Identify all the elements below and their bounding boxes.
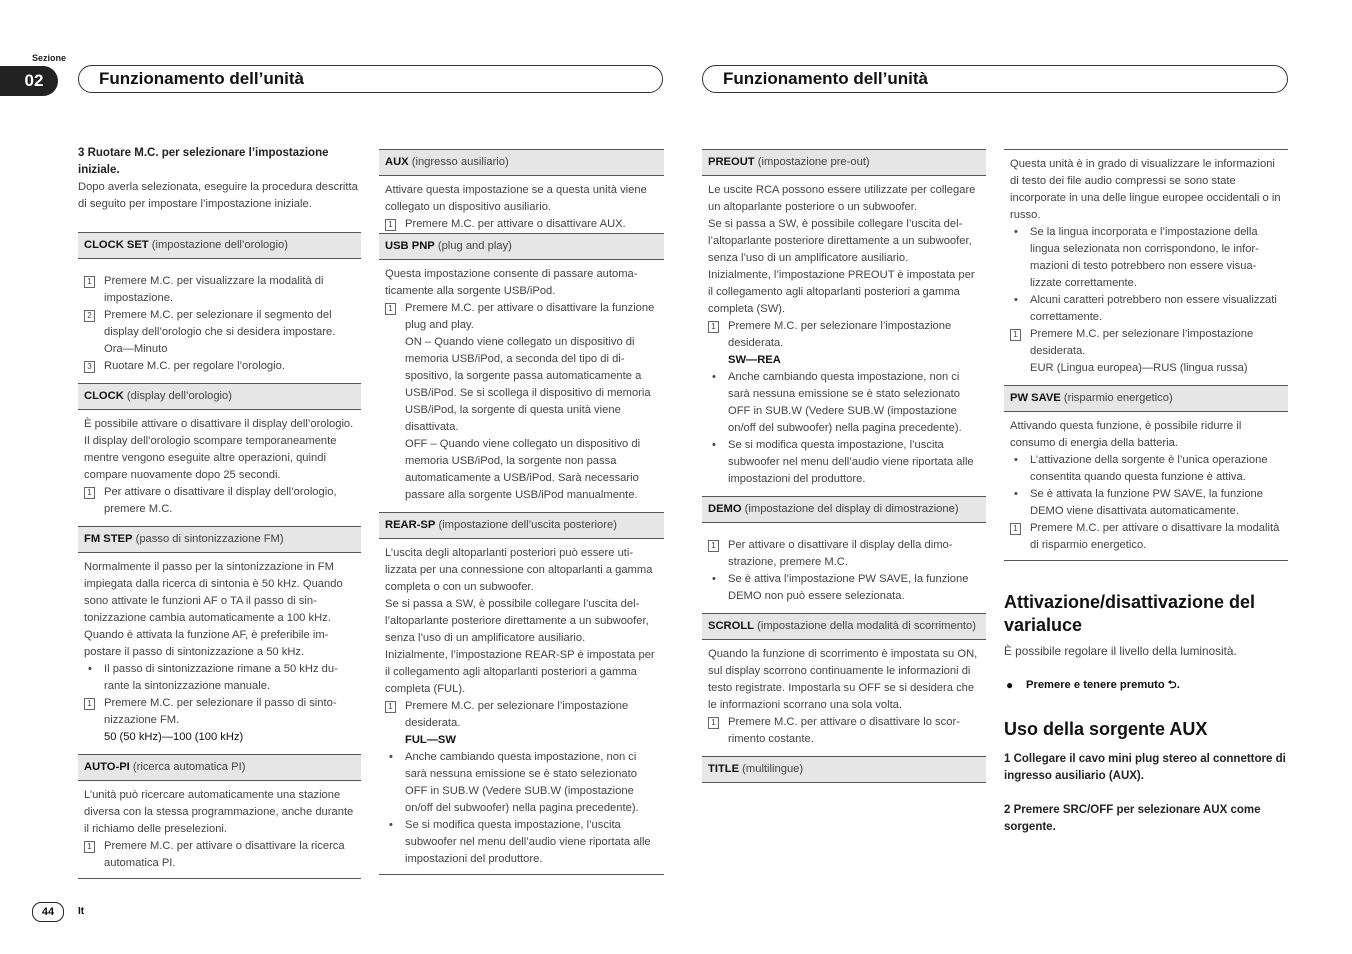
- bullet-item: • Se si modifica questa impostazione, l’uscita subwoofer nel menu dell’audio viene riportata alle impostazioni del produttore.: [385, 817, 658, 868]
- section-demo: DEMO (impostazione del display di dimostrazione): [702, 496, 986, 523]
- page-number: 44: [32, 902, 64, 922]
- option-off: OFF – Quando viene collegato un dispositivo di memoria USB/iPod, la sorgente non passa automaticamente a USB/iPod. Sarà necessario passare alla sorgente USB/iPod manualmente.: [405, 438, 641, 501]
- section-number: 02: [24, 71, 44, 90]
- list-item: 1 Premere M.C. per selezionare l’impostazione desiderata.: [708, 318, 980, 352]
- paragraph: Attivando questa funzione, è possibile ridurre il consumo di energia della batteria.: [1010, 420, 1242, 449]
- list-item: 1 Premere M.C. per attivare o disattivare la modalità di risparmio energetico.: [1010, 520, 1282, 554]
- language-code: It: [78, 906, 85, 917]
- bullet-item: • Se si modifica questa impostazione, l’uscita subwoofer nel menu dell’audio viene riportata alle impostazioni del produttore.: [708, 437, 980, 488]
- section-fm-step: FM STEP (passo di sintonizzazione FM): [78, 526, 361, 553]
- section-auto-pi: AUTO-PI (ricerca automatica PI): [78, 754, 361, 781]
- option-values: 50 (50 kHz)—100 (100 kHz): [104, 731, 244, 743]
- paragraph: Quando la funzione di scorrimento è impostata su ON, sul display scorrono continuamente le informazioni di testo registrate. Impostarla su OFF se si desidera che le informazioni scorrano una sola volta.: [708, 648, 978, 711]
- paragraph: Le uscite RCA possono essere utilizzate per collegare un altoparlante posteriore o un subwoofer.: [708, 184, 976, 213]
- paragraph: È possibile attivare o disattivare il display dell’orologio.: [84, 418, 354, 430]
- list-item: 1 Premere M.C. per attivare o disattivare la funzione plug and play.: [385, 300, 658, 334]
- list-item: 1 Premere M.C. per attivare o disattivare AUX.: [385, 216, 658, 233]
- paragraph: Questa unità è in grado di visualizzare le informazioni di testo dei file audio compressi se sono state incorporate in una delle lingue europee occidentali o in russo.: [1010, 158, 1281, 221]
- column-3: [702, 145, 986, 783]
- bullet-item: • Il passo di sintonizzazione rimane a 50 kHz durante la sintonizzazione manuale.: [84, 661, 355, 695]
- divider: [1004, 560, 1288, 561]
- list-item: 1 Premere M.C. per selezionare l’impostazione desiderata.: [385, 698, 658, 732]
- paragraph: L’uscita degli altoparlanti posteriori può essere utilizzata per una connessione con altoparlanti a gamma completa o con un subwoofer.: [385, 547, 653, 593]
- header-title-right: Funzionamento dell’unità: [702, 65, 1288, 93]
- paragraph: Il display dell’orologio scompare temporaneamente mentre vengono eseguite altre operazioni, quindi compare nuovamente dopo 25 secondi.: [84, 435, 337, 481]
- bullet-item: • Alcuni caratteri potrebbero non essere visualizzati correttamente.: [1010, 292, 1282, 326]
- list-item: 3 Ruotare M.C. per regolare l’orologio.: [84, 358, 355, 375]
- step-2: 2 Premere SRC/OFF per selezionare AUX come sorgente.: [1004, 804, 1261, 833]
- divider: [78, 878, 361, 879]
- option-values: SW—REA: [728, 354, 781, 366]
- section-aux: AUX (ingresso ausiliario): [379, 149, 664, 176]
- list-item: 1 Premere M.C. per selezionare il passo di sintonizzazione FM.: [84, 695, 355, 729]
- paragraph: Inizialmente, l’impostazione PREOUT è impostata per il collegamento agli altoparlanti posteriori a gamma completa (SW).: [708, 269, 975, 315]
- list-item: 2 Premere M.C. per selezionare il segmento del display dell’orologio che si desidera impostare.: [84, 307, 355, 341]
- section-preout: PREOUT (impostazione pre-out): [702, 149, 986, 176]
- paragraph: Se si passa a SW, è possibile collegare l’uscita dell’altoparlante posteriore direttamente a un subwoofer, senza l’uso di un amplificatore ausiliario.: [385, 598, 649, 644]
- bullet-item: • L’attivazione della sorgente è l’unica operazione consentita quando questa funzione è attiva.: [1010, 452, 1282, 486]
- section-label: Sezione: [32, 53, 67, 63]
- step-1: 1 Collegare il cavo mini plug stereo al connettore di ingresso ausiliario (AUX).: [1004, 753, 1286, 782]
- column-1: [78, 145, 361, 879]
- heading-aux-source: Uso della sorgente AUX: [1004, 719, 1208, 739]
- section-number-tab: [0, 66, 58, 96]
- step-3-body: Dopo averla selezionata, eseguire la procedura descritta di seguito per impostare l’impostazione iniziale.: [78, 181, 358, 210]
- list-item: 1 Premere M.C. per attivare o disattivare lo scorrimento costante.: [708, 714, 980, 748]
- bullet-dot-icon: ●: [1006, 678, 1014, 692]
- bullet-item: • Se la lingua incorporata e l’impostazione della lingua selezionata non corrispondono, le informazioni di testo potrebbero non essere visualizzate correttamente.: [1010, 224, 1282, 292]
- bullet-item: • Anche cambiando questa impostazione, non ci sarà nessuna emissione se è stato selezionato OFF in SUB.W (Vedere SUB.W (impostazione on/off del subwoofer) nella pagina precedente).: [385, 749, 658, 817]
- section-usb-pnp: USB PNP (plug and play): [379, 233, 664, 260]
- section-scroll: SCROLL (impostazione della modalità di scorrimento): [702, 613, 986, 640]
- list-item: 1 Per attivare o disattivare il display della dimostrazione, premere M.C.: [708, 537, 980, 571]
- section-pw-save: PW SAVE (risparmio energetico): [1004, 385, 1288, 412]
- option-values: Ora—Minuto: [104, 343, 168, 355]
- option-values: FUL—SW: [405, 734, 456, 746]
- section-clock-set: CLOCK SET (impostazione dell’orologio): [78, 232, 361, 259]
- list-item: 1 Premere M.C. per attivare o disattivare la ricerca automatica PI.: [84, 838, 355, 872]
- paragraph: Questa impostazione consente di passare automaticamente alla sorgente USB/iPod.: [385, 268, 638, 297]
- bullet-item: • Anche cambiando questa impostazione, non ci sarà nessuna emissione se è stato selezionato OFF in SUB.W (Vedere SUB.W (impostazione on/off del subwoofer) nella pagina precedente).: [708, 369, 980, 437]
- paragraph: Se si passa a SW, è possibile collegare l’uscita dell’altoparlante posteriore direttamente a un subwoofer, senza l’uso di un amplificatore ausiliario.: [708, 218, 972, 264]
- option-values: EUR (Lingua europea)—RUS (lingua russa): [1030, 362, 1248, 374]
- section-clock: CLOCK (display dell’orologio): [78, 383, 361, 410]
- header-title-left: Funzionamento dell’unità: [78, 65, 663, 93]
- paragraph: L’unità può ricercare automaticamente una stazione diversa con la stessa programmazione, anche durante il richiamo delle preselezioni.: [84, 789, 354, 835]
- column-4: [1004, 145, 1288, 836]
- action-step: ● Premere e tenere premuto ⮌.: [1006, 678, 1180, 692]
- paragraph: Attivare questa impostazione se a questa unità viene collegato un dispositivo ausiliario.: [385, 184, 647, 213]
- paragraph: Inizialmente, l’impostazione REAR-SP è impostata per il collegamento agli altoparlanti posteriori a gamma completa (FUL).: [385, 649, 655, 695]
- heading-dimmer: Attivazione/disattivazione del varialuce: [1004, 592, 1256, 635]
- section-title: TITLE (multilingue): [702, 756, 986, 783]
- paragraph: È possibile regolare il livello della luminosità.: [1004, 644, 1237, 658]
- list-item: 1 Premere M.C. per visualizzare la modalità di impostazione.: [84, 273, 355, 307]
- divider: [379, 874, 664, 875]
- bullet-item: • Se è attiva l’impostazione PW SAVE, la funzione DEMO non può essere selezionata.: [708, 571, 980, 605]
- column-2: [379, 145, 664, 875]
- list-item: 1 Per attivare o disattivare il display dell’orologio, premere M.C.: [84, 484, 355, 518]
- list-item: 1 Premere M.C. per selezionare l’impostazione desiderata.: [1010, 326, 1282, 360]
- step-3-title: 3 Ruotare M.C. per selezionare l’impostazione iniziale.: [78, 147, 329, 176]
- option-on: ON – Quando viene collegato un dispositivo di memoria USB/iPod, a seconda del tipo di dispositivo, la sorgente passa automaticamente a USB/iPod. Se si scollega il dispositivo di memoria USB/iPod, la sorgente di questa unità viene disattivata.: [405, 336, 651, 433]
- paragraph: Normalmente il passo per la sintonizzazione in FM impiegata dalla ricerca di sintonia è 50 kHz. Quando sono attivate le funzioni AF o TA il passo di sintonizzazione cambia automaticamente a 100 kHz. Quando è attivata la funzione AF, è preferibile impostare il passo di sintonizzazione a 50 kHz.: [84, 561, 343, 658]
- bullet-item: • Se è attivata la funzione PW SAVE, la funzione DEMO viene disattivata automaticamente.: [1010, 486, 1282, 520]
- section-rear-sp: REAR-SP (impostazione dell’uscita posteriore): [379, 512, 664, 539]
